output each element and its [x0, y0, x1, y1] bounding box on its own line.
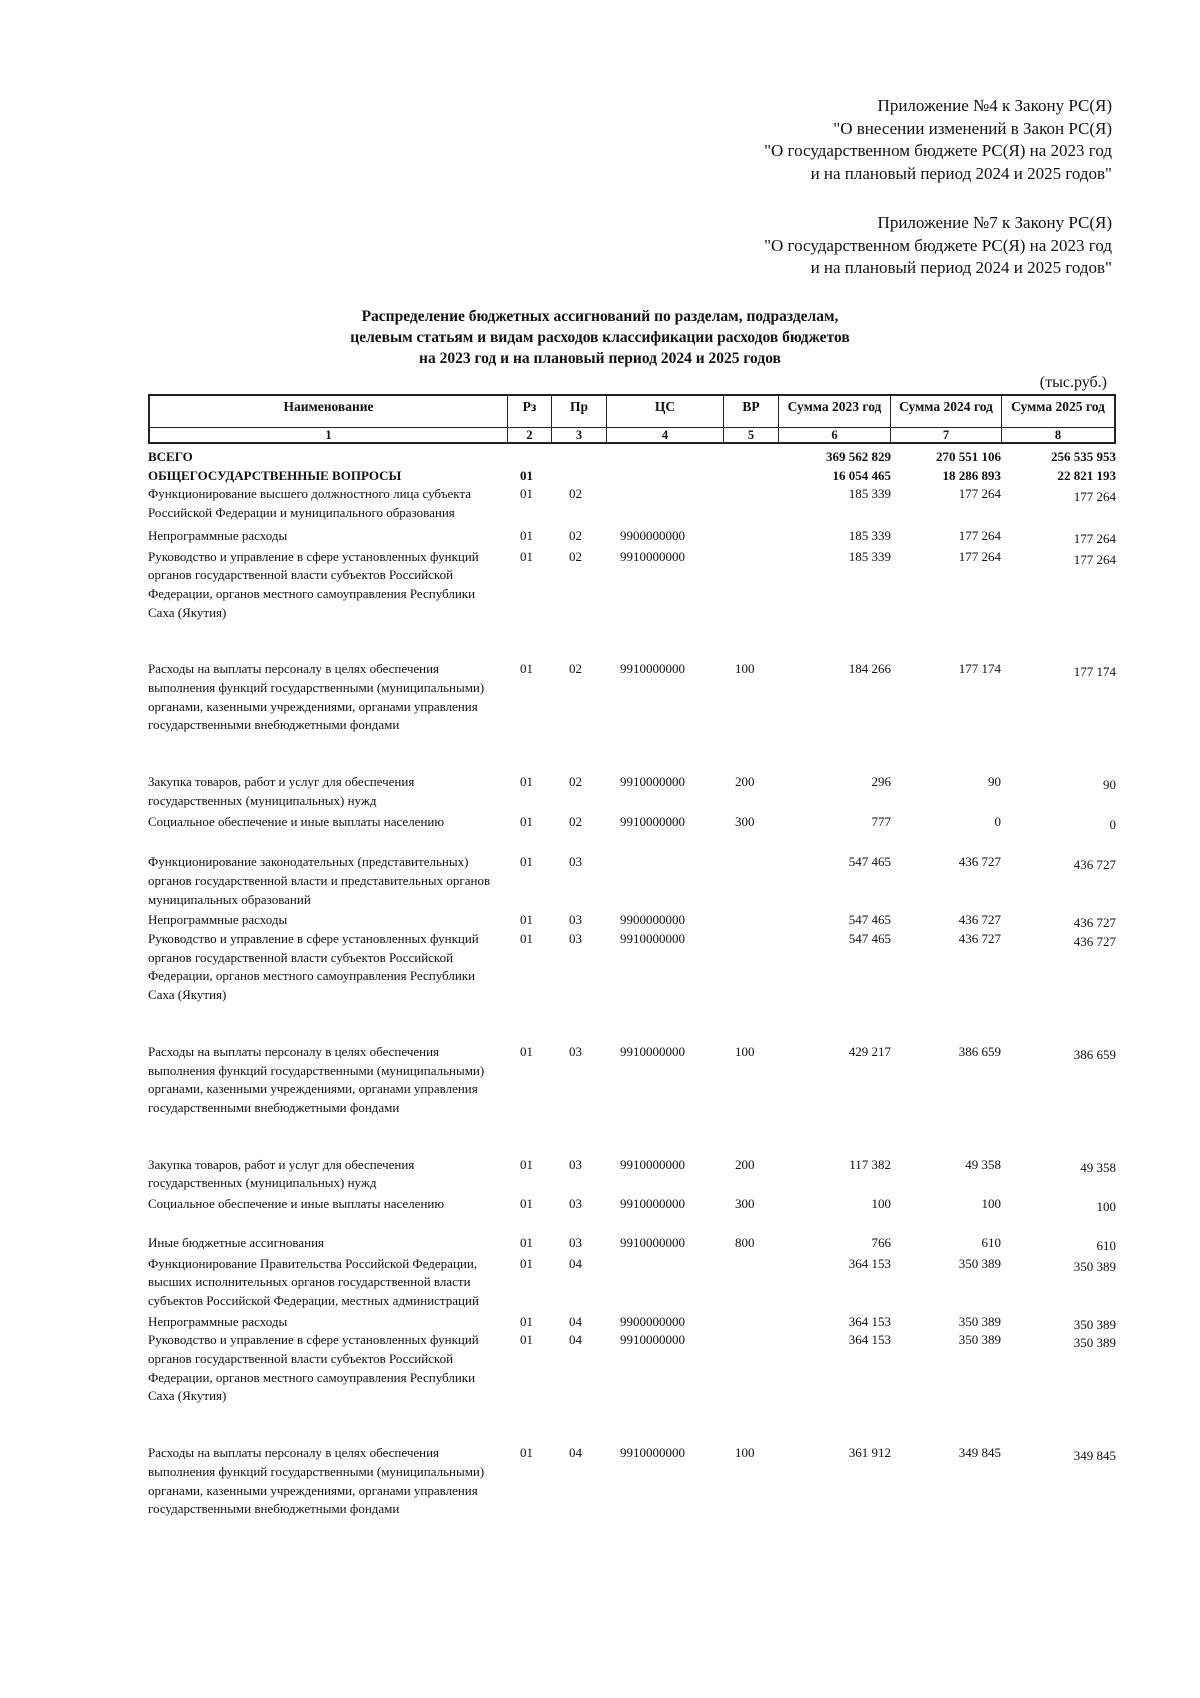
- units-label: (тыс.руб.): [1039, 374, 1107, 391]
- annex-line: и на плановый период 2024 и 2025 годов": [810, 258, 1112, 277]
- col-header-pr: Пр: [552, 396, 607, 427]
- row-sum-2025: 177 264: [1073, 530, 1116, 546]
- row-cs: 9910000000: [620, 813, 685, 829]
- row-sum-2025: 177 174: [1073, 664, 1116, 680]
- row-cs: 9910000000: [620, 661, 685, 677]
- row-sum-2024: 177 264: [958, 486, 1001, 502]
- row-sum-2023: 100: [871, 1196, 891, 1212]
- row-rz: 01: [520, 527, 533, 543]
- row-name: Социальное обеспечение и иные выплаты населению: [148, 1196, 445, 1212]
- row-sum-2023: 429 217: [848, 1043, 891, 1059]
- col-header-name: Наименование: [150, 396, 508, 427]
- table-row: [148, 1444, 1116, 1519]
- row-name: Руководство и управление в сфере установленных функций органов государственной власти субъектов Российской Федерации, органов местного самоуправления Республики Саха (Якутия): [148, 548, 479, 620]
- row-rz: 01: [520, 1313, 533, 1329]
- row-sum-2025: 350 389: [1073, 1335, 1116, 1351]
- row-pr: 02: [569, 774, 582, 790]
- table-row: [148, 853, 1116, 909]
- row-name: Расходы на выплаты персоналу в целях обеспечения выполнения функций государственными (муниципальными) органами, казенными учреждениями, органами управления государственными внебюджетными фондами: [148, 661, 485, 733]
- row-sum-2024: 436 727: [958, 912, 1001, 928]
- annex-header-2: [764, 212, 1112, 280]
- row-sum-2024: 436 727: [958, 854, 1001, 870]
- col-number: 3: [552, 428, 607, 442]
- row-sum-2024: 436 727: [958, 931, 1001, 947]
- col-number: 8: [1054, 427, 1062, 442]
- table-row: [148, 930, 1116, 1005]
- row-rz: 01: [520, 548, 533, 564]
- row-sum-2024: 177 174: [958, 661, 1001, 677]
- row-sum-2023: 777: [871, 813, 891, 829]
- row-pr: 02: [569, 661, 582, 677]
- table-row: [148, 911, 1116, 930]
- row-cs: 9910000000: [620, 1043, 685, 1059]
- col-number: 6: [779, 428, 891, 442]
- row-sum-2025: 100: [1096, 1199, 1116, 1215]
- row-sum-2025: 177 264: [1073, 551, 1116, 567]
- row-sum-2024: 350 389: [958, 1313, 1001, 1329]
- row-sum-2023: 766: [871, 1234, 891, 1250]
- row-sum-2023: 364 153: [848, 1255, 891, 1271]
- row-pr: 02: [569, 813, 582, 829]
- row-rz: 01: [520, 1196, 533, 1212]
- col-number: 7: [891, 428, 1002, 442]
- table-row: [148, 1331, 1116, 1406]
- row-sum-2024: 610: [981, 1234, 1001, 1250]
- row-rz: 01: [520, 486, 533, 502]
- row-sum-2023: 369 562 829: [826, 449, 891, 464]
- row-pr: 04: [569, 1313, 582, 1329]
- table-row: [148, 773, 1116, 810]
- col-header-cs: ЦС: [607, 396, 724, 427]
- row-cs: 9910000000: [620, 774, 685, 790]
- row-name: Расходы на выплаты персоналу в целях обеспечения выполнения функций государственными (муниципальными) органами, казенными учреждениями, органами управления государственными внебюджетными фондами: [148, 1043, 485, 1115]
- row-name: Иные бюджетные ассигнования: [148, 1234, 325, 1250]
- row-sum-2025: 350 389: [1073, 1258, 1116, 1274]
- row-cs: 9910000000: [620, 1196, 685, 1212]
- col-number: 5: [724, 428, 779, 442]
- title-line: Распределение бюджетных ассигнований по разделам, подразделам,: [361, 308, 839, 325]
- row-name: Функционирование Правительства Российской Федерации, высших исполнительных органов государственной власти субъектов Российской Федерации, местных администраций: [148, 1255, 479, 1308]
- row-pr: 02: [569, 548, 582, 564]
- table-row: [148, 485, 1116, 522]
- row-sum-2023: 185 339: [848, 548, 891, 564]
- table-row: [148, 548, 1116, 623]
- row-rz: 01: [520, 661, 533, 677]
- col-number: 4: [607, 428, 724, 442]
- annex-line: и на плановый период 2024 и 2025 годов": [810, 163, 1112, 183]
- row-sum-2025: 386 659: [1073, 1046, 1116, 1062]
- col-header-sum-2025: Сумма 2025 год: [1011, 399, 1105, 414]
- col-header-vr: ВР: [724, 396, 779, 427]
- row-name: Непрограммные расходы: [148, 1313, 288, 1329]
- col-number: 1: [150, 428, 508, 442]
- row-rz: 01: [520, 813, 533, 829]
- row-cs: 9900000000: [620, 1313, 685, 1329]
- row-pr: 03: [569, 931, 582, 947]
- table-row: [148, 1255, 1116, 1311]
- row-vr: 200: [735, 1156, 755, 1172]
- row-pr: 03: [569, 1156, 582, 1172]
- table-row: [148, 660, 1116, 735]
- row-pr: 04: [569, 1445, 582, 1461]
- row-vr: 100: [735, 661, 755, 677]
- title-line: целевым статьям и видам расходов классификации расходов бюджетов: [350, 329, 850, 346]
- row-rz: 01: [520, 1332, 533, 1348]
- row-sum-2023: 185 339: [848, 486, 891, 502]
- row-sum-2025: 436 727: [1073, 915, 1116, 931]
- row-rz: 01: [520, 1043, 533, 1059]
- annex-line: "О государственном бюджете РС(Я) на 2023 год: [764, 141, 1112, 160]
- row-sum-2024: 49 358: [965, 1156, 1001, 1172]
- row-pr: 03: [569, 1043, 582, 1059]
- row-pr: 03: [569, 1196, 582, 1212]
- row-pr: 02: [569, 527, 582, 543]
- table-row: [148, 1156, 1116, 1193]
- row-cs: 9910000000: [620, 548, 685, 564]
- row-sum-2025: 49 358: [1080, 1159, 1116, 1175]
- row-sum-2023: 117 382: [849, 1156, 891, 1172]
- row-sum-2025: 22 821 193: [1057, 467, 1116, 483]
- row-vr: 200: [735, 774, 755, 790]
- row-sum-2025: 90: [1103, 777, 1116, 793]
- row-sum-2024: 100: [981, 1196, 1001, 1212]
- table-row: [148, 1313, 1116, 1332]
- row-name: Закупка товаров, работ и услуг для обеспечения государственных (муниципальных) нужд: [148, 774, 415, 808]
- row-sum-2023: 364 153: [848, 1332, 891, 1348]
- row-rz: 01: [520, 912, 533, 928]
- row-sum-2024: 349 845: [958, 1445, 1001, 1461]
- row-rz: 01: [520, 1445, 533, 1461]
- row-sum-2024: 270 551 106: [936, 449, 1001, 464]
- row-sum-2025: 0: [1109, 816, 1116, 832]
- annex-line: Приложение №4 к Закону РС(Я): [877, 96, 1112, 115]
- row-sum-2025: 436 727: [1073, 857, 1116, 873]
- table-row: [148, 1234, 1116, 1253]
- table-row: [148, 527, 1116, 546]
- row-pr: 04: [569, 1332, 582, 1348]
- row-rz: 01: [520, 1255, 533, 1271]
- row-pr: 03: [569, 1234, 582, 1250]
- row-sum-2023: 184 266: [848, 661, 891, 677]
- row-name: Социальное обеспечение и иные выплаты населению: [148, 813, 445, 829]
- row-name: Руководство и управление в сфере установленных функций органов государственной власти субъектов Российской Федерации, органов местного самоуправления Республики Саха (Якутия): [148, 1332, 479, 1404]
- row-sum-2024: 177 264: [958, 548, 1001, 564]
- table-column-numbers: [148, 428, 1116, 444]
- row-cs: 9910000000: [620, 1156, 685, 1172]
- row-sum-2025: 349 845: [1073, 1448, 1116, 1464]
- row-sum-2023: 547 465: [848, 912, 891, 928]
- row-rz: 01: [520, 854, 533, 870]
- table-row: [148, 813, 1116, 832]
- row-name: Закупка товаров, работ и услуг для обеспечения государственных (муниципальных) нужд: [148, 1156, 415, 1191]
- row-sum-2023: 547 465: [848, 931, 891, 947]
- table-row: [148, 467, 1116, 486]
- row-sum-2024: 350 389: [958, 1332, 1001, 1348]
- row-pr: 04: [569, 1255, 582, 1271]
- row-pr: 02: [569, 486, 582, 502]
- row-vr: 100: [735, 1445, 755, 1461]
- row-name: Функционирование высшего должностного лица субъекта Российской Федерации и муниципального образования: [148, 486, 471, 521]
- row-name: Расходы на выплаты персоналу в целях обеспечения выполнения функций государственными (муниципальными) органами, казенными учреждениями, органами управления государственными внебюджетными фондами: [148, 1445, 485, 1517]
- annex-header-1: [764, 95, 1112, 185]
- table-row: [148, 1195, 1116, 1214]
- row-name: ВСЕГО: [148, 449, 193, 464]
- table-row: [148, 1043, 1116, 1118]
- row-sum-2023: 296: [871, 774, 891, 790]
- row-sum-2023: 547 465: [848, 854, 891, 870]
- row-sum-2023: 16 054 465: [832, 467, 891, 483]
- row-sum-2024: 350 389: [958, 1255, 1001, 1271]
- row-vr: 300: [735, 1196, 755, 1212]
- row-vr: 800: [735, 1234, 755, 1250]
- row-sum-2025: 610: [1096, 1237, 1116, 1253]
- row-rz: 01: [520, 467, 533, 483]
- row-sum-2025: 350 389: [1073, 1316, 1116, 1332]
- row-cs: 9900000000: [620, 912, 685, 928]
- row-sum-2023: 364 153: [848, 1313, 891, 1329]
- row-sum-2025: 256 535 953: [1051, 449, 1116, 464]
- row-sum-2024: 386 659: [958, 1043, 1001, 1059]
- row-cs: 9900000000: [620, 527, 685, 543]
- document-title: [0, 306, 1200, 369]
- annex-line: Приложение №7 к Закону РС(Я): [877, 213, 1112, 232]
- row-sum-2024: 177 264: [958, 527, 1001, 543]
- row-rz: 01: [520, 1234, 533, 1250]
- col-header-sum-2024: Сумма 2024 год: [891, 396, 1002, 427]
- row-sum-2024: 90: [988, 774, 1001, 790]
- row-pr: 03: [569, 912, 582, 928]
- row-cs: 9910000000: [620, 1445, 685, 1461]
- col-number: 2: [508, 428, 552, 442]
- row-sum-2025: 177 264: [1073, 489, 1116, 505]
- row-rz: 01: [520, 1156, 533, 1172]
- row-name: Непрограммные расходы: [148, 912, 288, 928]
- row-vr: 100: [735, 1043, 755, 1059]
- title-line: на 2023 год и на плановый период 2024 и 2025 годов: [419, 350, 781, 367]
- row-sum-2023: 185 339: [848, 527, 891, 543]
- row-rz: 01: [520, 774, 533, 790]
- table-row: [148, 448, 1116, 467]
- row-cs: 9910000000: [620, 1234, 685, 1250]
- col-header-sum-2023: Сумма 2023 год: [779, 396, 891, 427]
- annex-line: "О государственном бюджете РС(Я) на 2023 год: [764, 235, 1112, 255]
- table-header: [148, 394, 1116, 428]
- row-cs: 9910000000: [620, 931, 685, 947]
- row-vr: 300: [735, 813, 755, 829]
- row-name: Функционирование законодательных (представительных) органов государственной власти и представительных органов муниципальных образований: [148, 854, 491, 907]
- row-pr: 03: [569, 854, 582, 870]
- row-sum-2023: 361 912: [848, 1445, 891, 1461]
- col-header-rz: Рз: [508, 396, 552, 427]
- row-name: Непрограммные расходы: [148, 527, 288, 543]
- annex-line: "О внесении изменений в Закон РС(Я): [833, 118, 1112, 138]
- row-name: ОБЩЕГОСУДАРСТВЕННЫЕ ВОПРОСЫ: [148, 467, 402, 483]
- row-cs: 9910000000: [620, 1332, 685, 1348]
- table-body: [148, 448, 1116, 1519]
- budget-table: [148, 394, 1116, 1519]
- row-rz: 01: [520, 931, 533, 947]
- row-name: Руководство и управление в сфере установленных функций органов государственной власти субъектов Российской Федерации, органов местного самоуправления Республики Саха (Якутия): [148, 931, 479, 1003]
- row-sum-2024: 18 286 893: [942, 467, 1001, 483]
- row-sum-2024: 0: [994, 813, 1001, 829]
- row-sum-2025: 436 727: [1073, 934, 1116, 950]
